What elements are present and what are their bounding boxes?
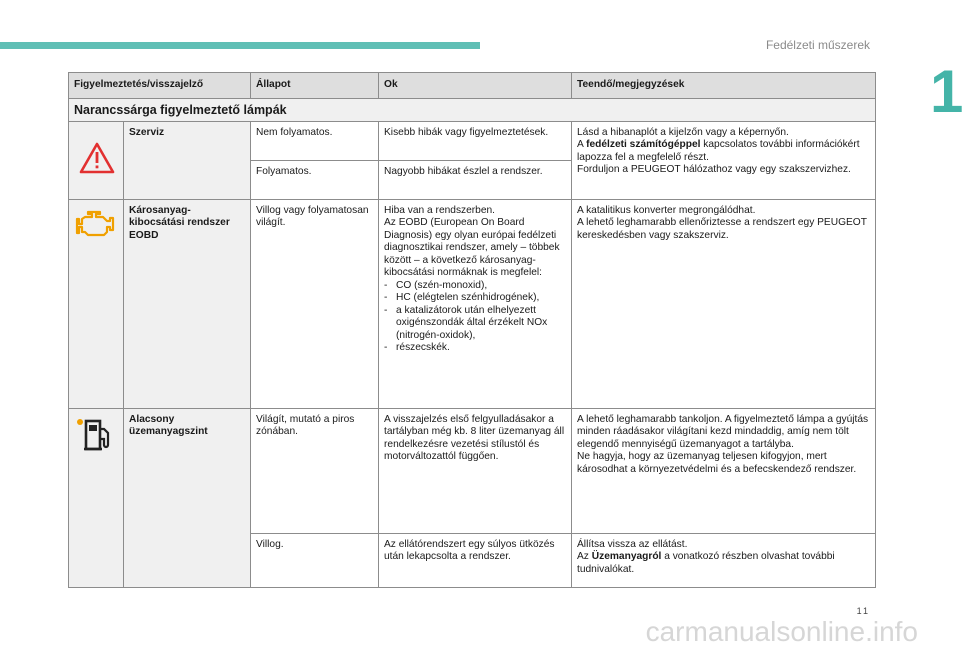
state-text: Nem folyamatos. <box>251 121 379 160</box>
engine-icon <box>77 230 117 241</box>
cause-text: Nagyobb hibákat észlel a rendszer. <box>379 160 572 199</box>
engine-warning-icon-cell <box>69 199 124 408</box>
header-accent-bar <box>0 42 480 49</box>
cause-list <box>384 280 567 355</box>
section-title: Fedélzeti műszerek <box>765 38 870 52</box>
action-text-fragment: a vonatkozó részben olvashat további tudnivalókat. <box>577 551 835 575</box>
action-line: A lehető leghamarabb ellenőriztesse a rendszert egy PEUGEOT kereskedésben vagy szakszerviz. <box>577 217 867 241</box>
action-text <box>572 199 876 408</box>
page-number: 11 <box>856 606 870 616</box>
action-line: Forduljon a PEUGEOT hálózathoz vagy egy szakszervizhez. <box>577 164 851 175</box>
action-text <box>572 121 876 199</box>
state-text: Folyamatos. <box>251 160 379 199</box>
cause-text: Kisebb hibák vagy figyelmeztetések. <box>379 121 572 160</box>
action-bold-term: Üzemanyagról <box>591 551 662 562</box>
watermark: carmanualsonline.info <box>645 616 918 647</box>
action-line: A katalitikus konverter megrongálódhat. <box>577 204 756 216</box>
warning-name: Károsanyag-kibocsátási rendszer EOBD <box>124 199 251 408</box>
group-title-row <box>69 99 876 122</box>
column-header: Figyelmeztetés/visszajelző <box>69 73 251 99</box>
list-item: - részecskék. <box>384 342 567 355</box>
action-line: Állítsa vissza az ellátást. <box>577 538 688 550</box>
orange-dot-icon <box>77 419 83 425</box>
action-text <box>572 533 876 587</box>
list-item: - a katalizátorok után elhelyezett oxigénszondák által érzékelt NOx (nitrogén-oxidok), <box>384 305 567 343</box>
service-warning-icon-cell <box>69 121 124 199</box>
table-row <box>69 199 876 408</box>
state-text: Villog. <box>251 533 379 587</box>
cause-text: A visszajelzés első felgyulladásakor a tartályban még kb. 8 liter üzemanyag áll rendelkezésre vezetési stílustól és motorváltozattól függően. <box>379 408 572 533</box>
warning-triangle-icon <box>79 166 115 177</box>
action-line: Ne hagyja, hogy az üzemanyag teljesen kifogyjon, mert károsodhat a környezetvédelmi és a befecskendező rendszer. <box>577 451 857 475</box>
action-line: A lehető leghamarabb tankoljon. A figyelmeztető lámpa a gyújtás minden ráadásakor világítani kezd mindaddig, amíg nem tölt elegendő mennyiségű üzemanyagot a tartályba. <box>577 413 869 450</box>
action-bold-term: fedélzeti számítógéppel <box>586 139 701 150</box>
state-text: Világít, mutató a piros zónában. <box>251 408 379 533</box>
action-line <box>577 139 871 164</box>
cause-intro: Hiba van a rendszerben. <box>384 204 496 216</box>
table-row <box>69 408 876 533</box>
table-header-row <box>69 73 876 99</box>
state-text: Villog vagy folyamatosan világít. <box>251 199 379 408</box>
column-header: Ok <box>379 73 572 99</box>
cause-text <box>379 199 572 408</box>
warning-name: Szerviz <box>124 121 251 199</box>
action-line: Lásd a hibanaplót a kijelzőn vagy a képernyőn. <box>577 126 789 138</box>
action-line <box>577 551 871 576</box>
fuel-pump-icon <box>82 445 112 456</box>
group-title: Narancssárga figyelmeztető lámpák <box>69 99 876 122</box>
list-item: - CO (szén-monoxid), <box>384 280 567 293</box>
action-text-fragment: A <box>577 139 587 150</box>
cause-text: Az ellátórendszert egy súlyos ütközés után lekapcsolta a rendszer. <box>379 533 572 587</box>
warning-name: Alacsony üzemanyagszint <box>124 408 251 587</box>
chapter-number: 1 <box>930 58 963 125</box>
action-text-fragment: Az <box>577 551 592 562</box>
action-text-fragment: kapcsolatos további információkért lapozza fel a megfelelő részt. <box>577 139 860 163</box>
action-text <box>572 408 876 533</box>
fuel-warning-icon-cell <box>69 408 124 587</box>
table-row <box>69 121 876 160</box>
warning-lights-table <box>68 72 876 588</box>
column-header: Állapot <box>251 73 379 99</box>
list-item: - HC (elégtelen szénhidrogének), <box>384 292 567 305</box>
column-header: Teendő/megjegyzések <box>572 73 876 99</box>
cause-body: Az EOBD (European On Board Diagnosis) egy olyan európai fedélzeti diagnosztikai rendszer, amely – többek között – a következő károsanyag-kibocsátási normáknak is megfelel: <box>384 217 560 278</box>
